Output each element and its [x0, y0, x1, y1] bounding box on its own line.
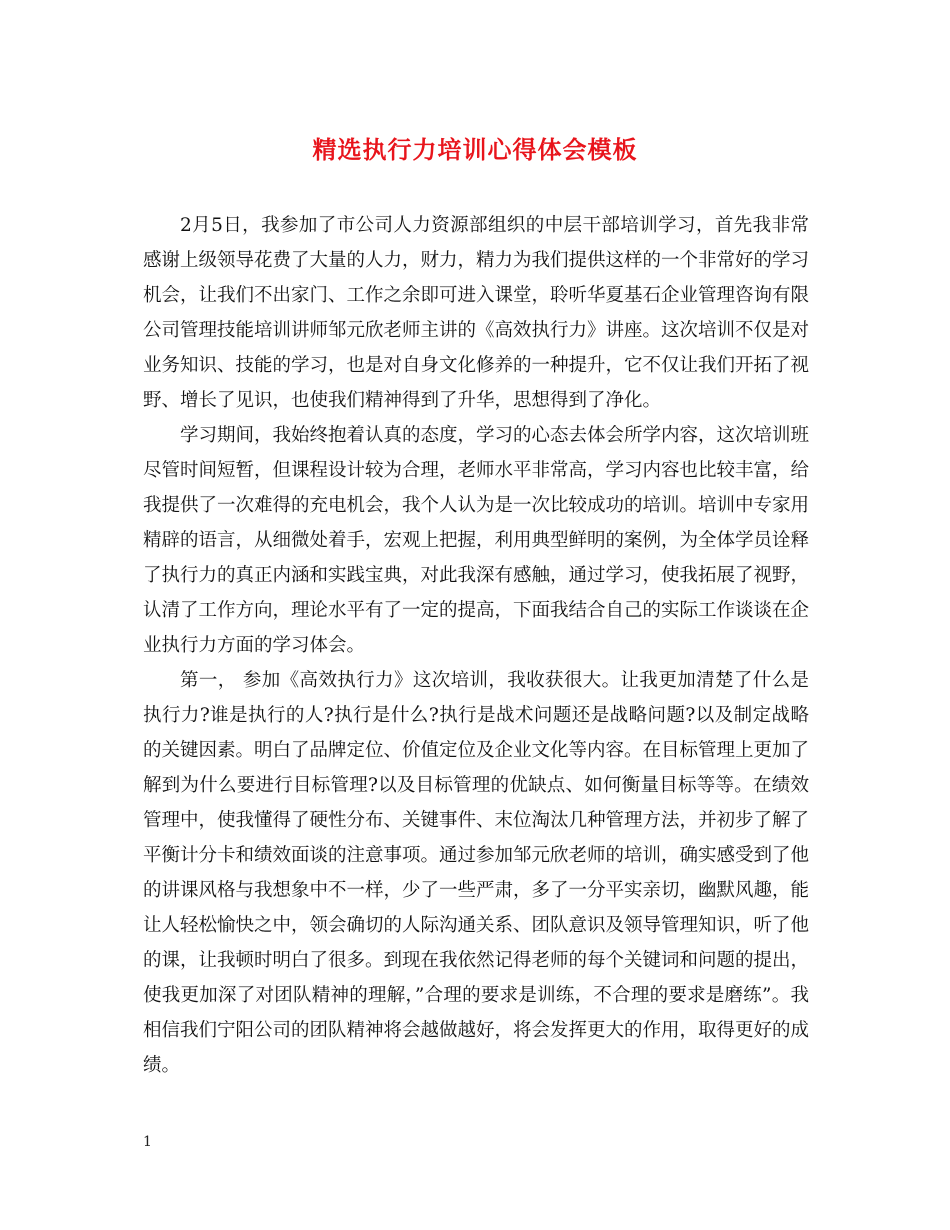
paragraph-2: 学习期间，我始终抱着认真的态度，学习的心态去体会所学内容，这次培训班尽管时间短暂，但课程设计较为合理，老师水平非常高，学习内容也比较丰富，给我提供了一次难得的充电机会，我个人认为是一次比较成功的培训。培训中专家用精辟的语言，从细微处着手，宏观上把握，利用典型鲜明的案例，为全体学员诠释了执行力的真正内涵和实践宝典，对此我深有感触，通过学习，使我拓展了视野，认清了工作方向，理论水平有了一定的提高，下面我结合自己的实际工作谈谈在企业执行力方面的学习体会。	[143, 425, 810, 656]
page-number: 1	[143, 1134, 152, 1150]
paragraph-3: 第一， 参加《高效执行力》这次培训，我收获很大。让我更加清楚了什么是执行力?谁是执行的人?执行是什么?执行是战术问题还是战略问题?以及制定战略的关键因素。明白了品牌定位、价值定位及企业文化等内容。在目标管理上更加了解到为什么要进行目标管理?以及目标管理的优缺点、如何衡量目标等等。在绩效管理中，使我懂得了硬性分布、关键事件、末位淘汰几种管理方法，并初步了解了平衡计分卡和绩效面谈的注意事项。通过参加邹元欣老师的培训，确实感受到了他的讲课风格与我想象中不一样，少了一些严肃，多了一分平实亲切，幽默风趣，能让人轻松愉快之中，领会确切的人际沟通关系、团队意识及领导管理知识，听了他的课，让我顿时明白了很多。到现在我依然记得老师的每个关键词和问题的提出，使我更加深了对团队精神的理解，”合理的要求是训练，不合理的要求是磨练”。我相信我们宁阳公司的团队精神将会越做越好，将会发挥更大的作用，取得更好的成绩。	[143, 670, 810, 1076]
document-title: 精选执行力培训心得体会模板	[312, 135, 638, 164]
paragraph-1: 2月5日，我参加了市公司人力资源部组织的中层干部培训学习，首先我非常感谢上级领导花费了大量的人力，财力，精力为我们提供这样的一个非常好的学习机会，让我们不出家门、工作之余即可进入课堂，聆听华夏基石企业管理咨询有限公司管理技能培训讲师邹元欣老师主讲的《高效执行力》讲座。这次培训不仅是对业务知识、技能的学习，也是对自身文化修养的一种提升，它不仅让我们开拓了视野、增长了见识，也使我们精神得到了升华，思想得到了净化。	[143, 215, 810, 411]
document-body	[143, 208, 809, 1083]
